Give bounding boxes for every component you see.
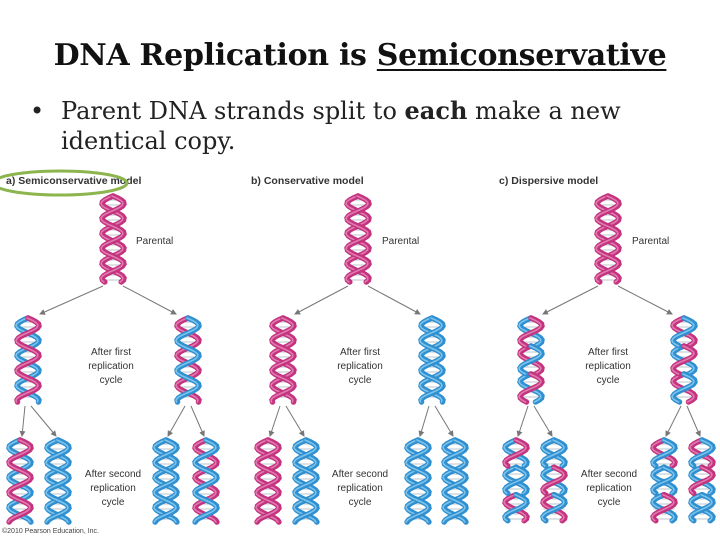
replication-arrow (31, 406, 56, 436)
copyright-notice: ©2010 Pearson Education, Inc. (2, 528, 99, 535)
first-cycle-label-line-3: cycle (348, 375, 372, 386)
replication-arrow (435, 406, 453, 436)
second-cycle-label-line-3: cycle (597, 497, 621, 508)
second-cycle-helix (690, 440, 713, 521)
second-cycle-helix (504, 440, 527, 521)
replication-arrow (543, 286, 598, 314)
title-underlined-word: Semiconservative (376, 38, 667, 73)
second-cycle-helix (443, 440, 466, 522)
panel-heading-dispersive: c) Dispersive model (499, 175, 599, 187)
second-cycle-label-line-3: cycle (348, 497, 372, 508)
first-cycle-helix (420, 318, 443, 402)
second-cycle-helix (652, 440, 675, 521)
second-cycle-label-line-1: After second (580, 469, 638, 480)
replication-arrow (518, 406, 528, 436)
replication-arrow (420, 406, 429, 436)
second-cycle-helix (542, 440, 565, 521)
second-cycle-helix (194, 440, 217, 522)
second-cycle-helix (406, 440, 429, 522)
second-cycle-helix (46, 440, 69, 522)
second-cycle-label-line-2: replication (337, 483, 383, 494)
first-cycle-label-line-3: cycle (596, 375, 620, 386)
first-cycle-label-line-3: cycle (99, 375, 123, 386)
first-cycle-helix (672, 318, 695, 402)
replication-arrow (286, 406, 304, 436)
parental-helix (346, 196, 369, 282)
replication-arrow (168, 406, 185, 436)
replication-arrow (687, 406, 700, 436)
title-text: DNA Replication is (53, 38, 377, 73)
second-cycle-helix (154, 440, 177, 522)
replication-arrow (534, 406, 552, 436)
first-cycle-label-line-1: After first (339, 347, 381, 358)
first-cycle-helix (519, 318, 542, 402)
first-cycle-label-line-2: replication (88, 361, 134, 372)
panel-heading-conservative: b) Conservative model (251, 175, 364, 187)
replication-arrow (666, 406, 681, 436)
second-cycle-label-line-2: replication (586, 483, 632, 494)
bullet-text-emphasis: each (404, 96, 468, 125)
replication-arrow (295, 286, 348, 314)
parental-helix (101, 196, 124, 282)
parental-label: Parental (632, 236, 670, 247)
replication-arrow (270, 406, 280, 436)
parental-label: Parental (136, 236, 174, 247)
bullet-text-end: make a new identical copy. (61, 97, 621, 155)
replication-arrow (191, 406, 204, 436)
replication-arrow (368, 286, 420, 314)
second-cycle-helix (294, 440, 317, 522)
replication-arrow (618, 286, 672, 314)
bullet-icon: • (30, 97, 45, 125)
first-cycle-label-line-2: replication (337, 361, 383, 372)
first-cycle-helix (271, 318, 294, 402)
second-cycle-helix (8, 440, 31, 522)
first-cycle-label-line-2: replication (585, 361, 631, 372)
second-cycle-label-line-1: After second (84, 469, 142, 480)
second-cycle-label-line-2: replication (90, 483, 136, 494)
replication-arrow (40, 286, 103, 314)
second-cycle-label-line-3: cycle (101, 497, 125, 508)
first-cycle-label-line-1: After first (90, 347, 132, 358)
replication-arrow (22, 406, 25, 436)
bullet-text-start: Parent DNA strands split to (61, 97, 405, 125)
parental-helix (596, 196, 619, 282)
second-cycle-helix (256, 440, 279, 522)
panel-heading-semiconservative: a) Semiconservative model (6, 175, 142, 187)
first-cycle-helix (176, 318, 199, 402)
first-cycle-label-line-1: After first (587, 347, 629, 358)
second-cycle-label-line-1: After second (331, 469, 389, 480)
parental-label: Parental (382, 236, 420, 247)
first-cycle-helix (16, 318, 39, 402)
replication-arrow (123, 286, 176, 314)
